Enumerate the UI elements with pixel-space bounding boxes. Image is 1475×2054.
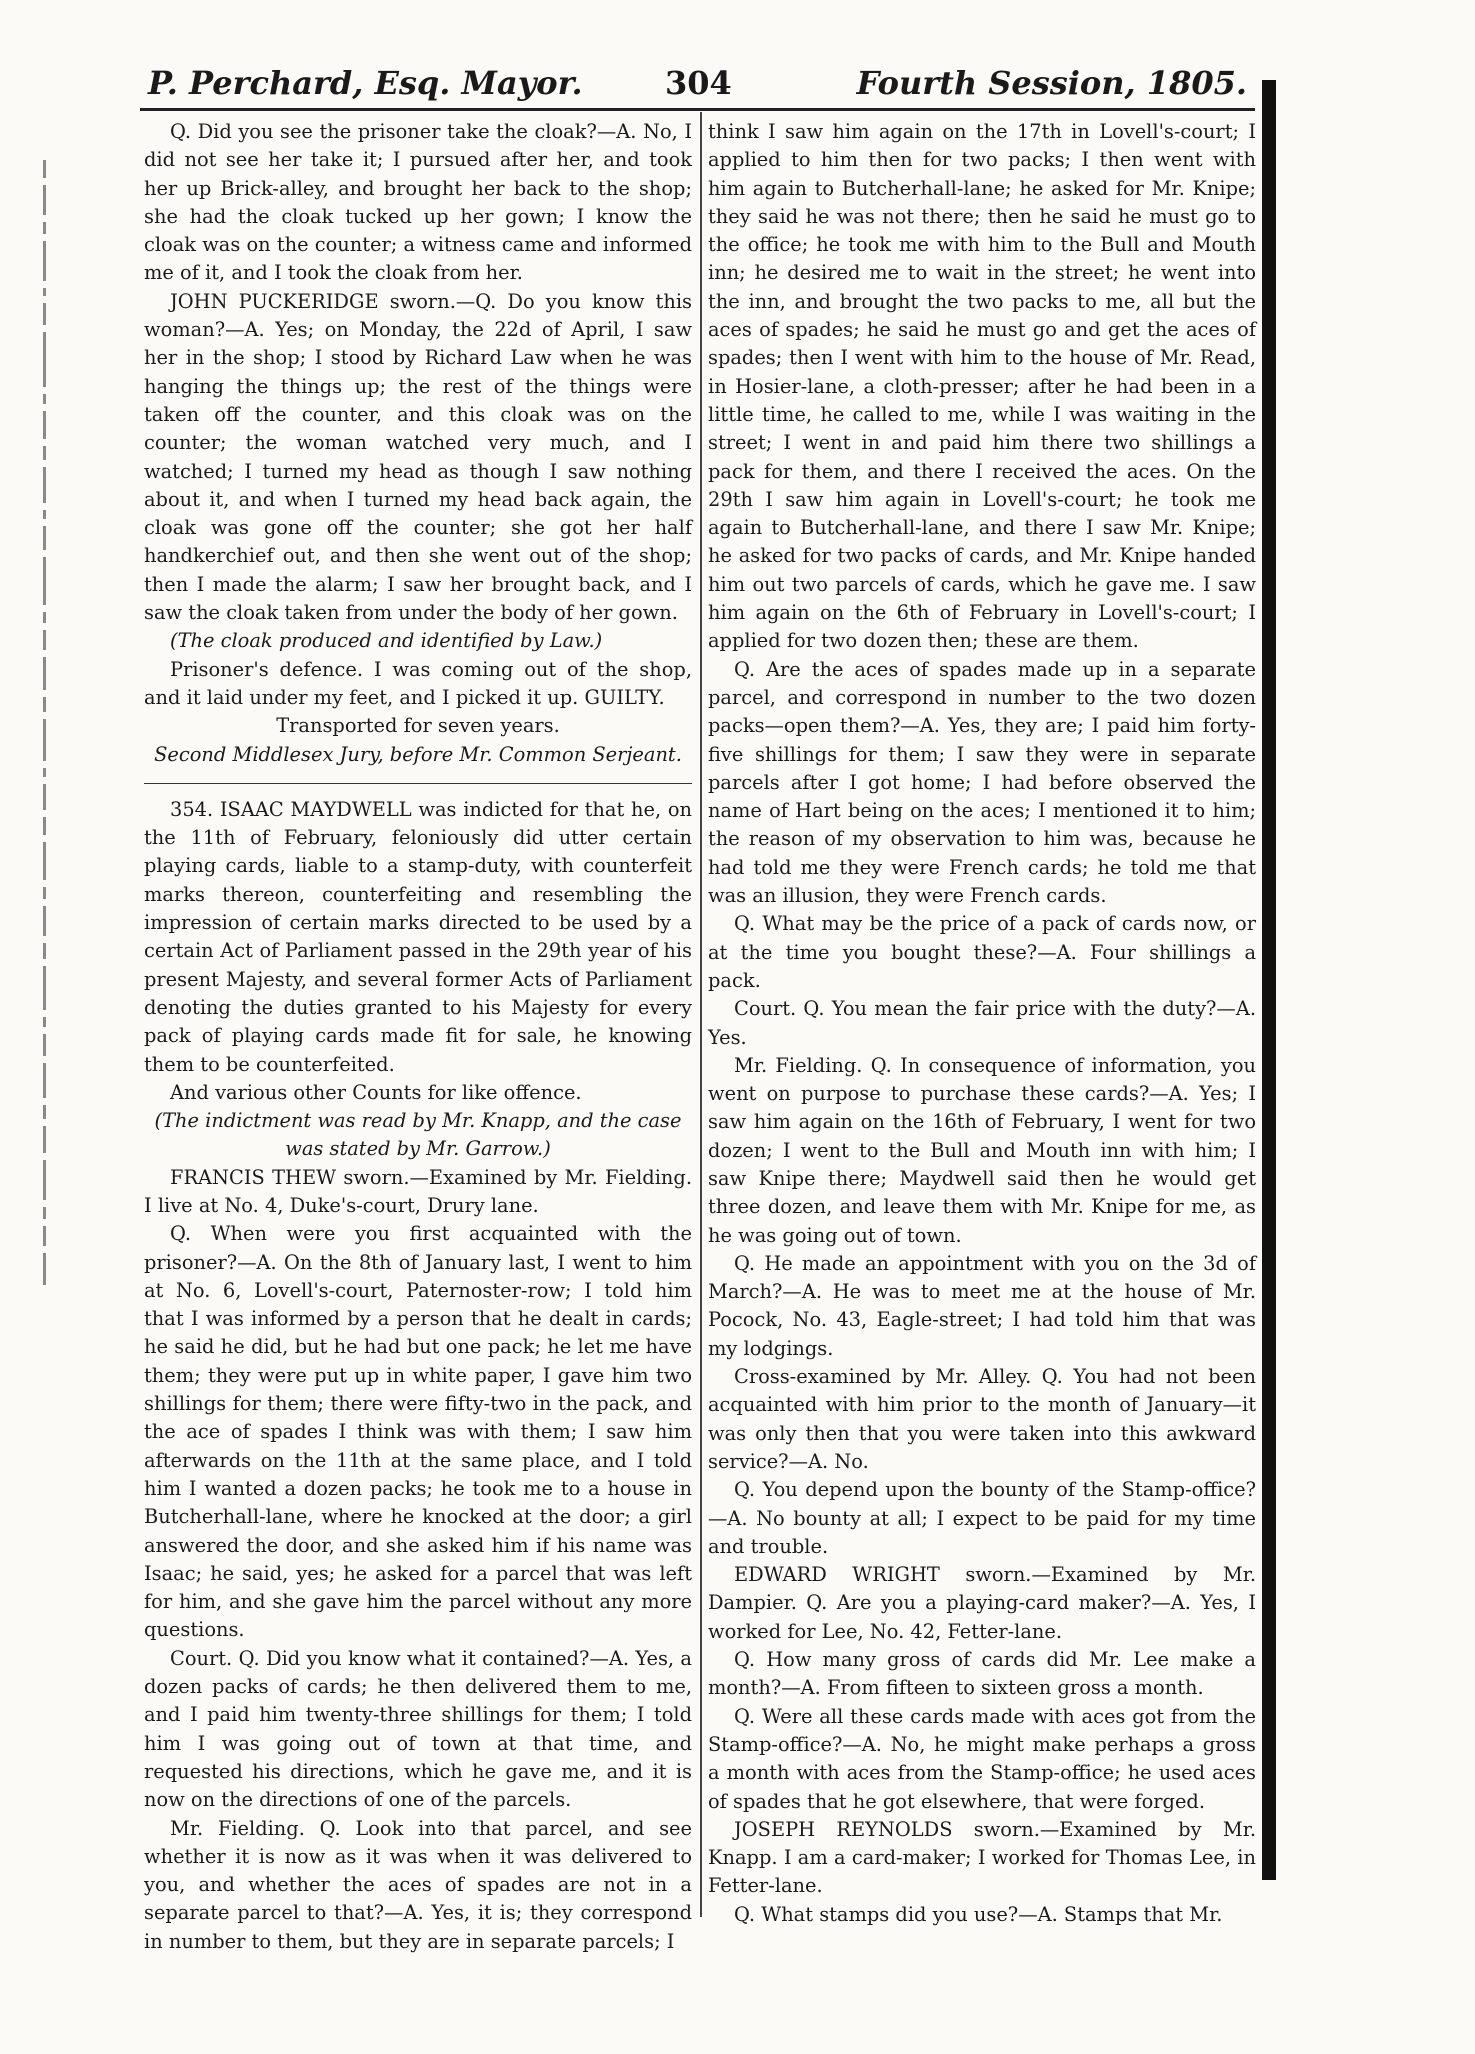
paragraph: Court. Q. Did you know what it contained?—A. Yes, a dozen packs of cards; he then delivered them to me, and I paid him twenty-three shillings for them; I told him I was going out of town at that time, and requested his directions, which he gave me, and it is now on the directions of one of the parcels. <box>144 1646 692 1812</box>
paragraph: JOHN PUCKERIDGE sworn.—Q. Do you know this woman?—A. Yes; on Monday, the 22d of April, I saw her in the shop; I stood by Richard Law when he was hanging the things up; the rest of the things were taken off the counter, and this cloak was on the counter; the woman watched very much, and I watched; I turned my head as though I saw nothing about it, and when I turned my head back again, the cloak was gone off the counter; she got her half handkerchief out, and then she went out of the shop; then I made the alarm; I saw her brought back, and I saw the cloak taken from under the body of her gown. <box>144 289 692 625</box>
paragraph: Q. You depend upon the bounty of the Stamp-office?—A. No bounty at all; I expect to be paid for my time and trouble. <box>708 1478 1256 1558</box>
paragraph: Cross-examined by Mr. Alley. Q. You had not been acquainted with him prior to the month of January—it was only then that you were taken into this awkward service?—A. No. <box>708 1365 1256 1473</box>
paragraph: Q. He made an appointment with you on the 3d of March?—A. He was to meet me at the house of Mr. Pocock, No. 43, Eagle-street; I had told him that was my lodgings. <box>708 1251 1256 1360</box>
paragraph: JOSEPH REYNOLDS sworn.—Examined by Mr. Knapp. I am a card-maker; I worked for Thomas Lee, in Fetter-lane. <box>708 1817 1256 1898</box>
binding-edge <box>1262 80 1276 1880</box>
sentence-line: Transported for seven years. <box>276 714 560 738</box>
paragraph: Q. How many gross of cards did Mr. Lee make a month?—A. From fifteen to sixteen gross a month. <box>708 1648 1256 1700</box>
paragraph: Mr. Fielding. Q. Look into that parcel, and see whether it is now as it was when it was delivered to you, and whether the aces of spades are not in a separate parcel to that?—A. Yes, it is; they correspond in number to them, but they are in separate parcels; I <box>144 1816 692 1953</box>
jury-line: Second Middlesex Jury, before Mr. Common Serjeant. <box>154 742 682 766</box>
column-divider <box>700 112 702 1917</box>
paragraph: Q. What may be the price of a pack of cards now, or at the time you bought these?—A. Four shillings a pack. <box>708 912 1256 992</box>
paragraph: Q. Are the aces of spades made up in a separate parcel, and correspond in number to the two dozen packs—open them?—A. Yes, they are; I paid him forty-five shillings for them; I saw they were in separate parcels after I got home; I had before observed the name of Hart being on the aces; I mentioned it to him; the reason of my observation to him was, because he had told me they were French cards; he told me that was an illusion, they were French cards. <box>708 657 1256 908</box>
paragraph: Mr. Fielding. Q. In consequence of information, you went on purpose to purchase these cards?—A. Yes; I saw him again on the 16th of February, I went for two dozen; I went to the Bull and Mouth inn with him; I saw Knipe there; Maydwell said then he would get three dozen, and leave them with Mr. Knipe for me, as he was going out of town. <box>708 1053 1256 1247</box>
left-column <box>144 118 692 1956</box>
paragraph: Q. Were all these cards made with aces got from the Stamp-office?—A. No, he might make perhaps a gross a month with aces from the Stamp-office; he used aces of spades that he got elsewhere, that were forged. <box>708 1704 1256 1813</box>
scan-gutter-marks <box>34 160 54 2010</box>
case-separator <box>144 783 692 784</box>
paragraph: EDWARD WRIGHT sworn.—Examined by Mr. Dampier. Q. Are you a playing-card maker?—A. Yes, I worked for Lee, No. 42, Fetter-lane. <box>708 1563 1256 1643</box>
page-number: 304 <box>665 64 732 102</box>
paragraph: Q. When were you first acquainted with the prisoner?—A. On the 8th of January last, I went to him at No. 6, Lovell's-court, Paternoster-row; I told him that I was informed by a person that he dealt in cards; he said he did, but he had but one pack; he let me have them; they were put up in white paper, I gave him two shillings for them; there were fifty-two in the pack, and the ace of spades I think was with them; I saw him afterwards on the 11th at the same place, and I told him I wanted a dozen packs; he took me to a house in Butcherhall-lane, where he knocked at the door; a girl answered the door, and she asked him if his name was Isaac; he said, yes; he asked for a parcel that was left for him, and she gave him the parcel without any more questions. <box>144 1222 692 1642</box>
paragraph: And various other Counts for like offence. <box>170 1080 582 1104</box>
paragraph: (The cloak produced and identified by Law.) <box>170 629 603 653</box>
paragraph: FRANCIS THEW sworn.—Examined by Mr. Fielding. I live at No. 4, Duke's-court, Drury lane. <box>144 1165 692 1217</box>
paragraph: Prisoner's defence. I was coming out of the shop, and it laid under my feet, and I picked it up. GUILTY. <box>144 657 692 709</box>
paragraph: 354. ISAAC MAYDWELL was indicted for that he, on the 11th of February, feloniously did utter certain playing cards, liable to a stamp-duty, with counterfeit marks thereon, counterfeiting and resembling the impression of certain marks directed to be used by a certain Act of Parliament passed in the 29th year of his present Majesty, and several former Acts of Parliament denoting the duties granted to his Majesty for every pack of playing cards made fit for sale, he knowing them to be counterfeited. <box>144 797 692 1076</box>
paragraph: think I saw him again on the 17th in Lovell's-court; I applied to him then for two packs; I then went with him again to Butcherhall-lane; he asked for Mr. Knipe; they said he was not there; then he said he must go to the office; he took me with him to the Bull and Mouth inn; he desired me to wait in the street; he went into the inn, and brought the two packs to me, all but the aces of spades; he said he must go and get the aces of spades; then I went with him to the house of Mr. Read, in Hosier-lane, a cloth-presser; after he had been in a little time, he called to me, while I was waiting in the street; I went in and paid him there two shillings a pack for them, and there I received the aces. On the 29th I saw him again in Lovell's-court; he took me again to Butcherhall-lane, and there I saw Mr. Knipe; he asked for two packs of cards, and Mr. Knipe handed him out two parcels of cards, which he gave me. I saw him again on the 6th of February in Lovell's-court; I applied for two dozen then; these are them. <box>708 120 1256 653</box>
paragraph: Court. Q. You mean the fair price with the duty?—A. Yes. <box>708 997 1256 1049</box>
right-column <box>708 118 1256 1929</box>
paragraph: Q. What stamps did you use?—A. Stamps that Mr. <box>734 1902 1223 1926</box>
header-left: P. Perchard, Esq. Mayor. <box>148 64 583 102</box>
paragraph: Q. Did you see the prisoner take the cloak?—A. No, I did not see her take it; I pursued after her, and took her up Brick-alley, and brought her back to the shop; she had the cloak tucked up her gown; I know the cloak was on the counter; a witness came and informed me of it, and I took the cloak from her. <box>144 120 692 285</box>
header-right: Fourth Session, 1805. <box>856 64 1247 102</box>
header-rule <box>140 108 1255 111</box>
paragraph: (The indictment was read by Mr. Knapp, and the case was stated by Mr. Garrow.) <box>154 1109 682 1161</box>
